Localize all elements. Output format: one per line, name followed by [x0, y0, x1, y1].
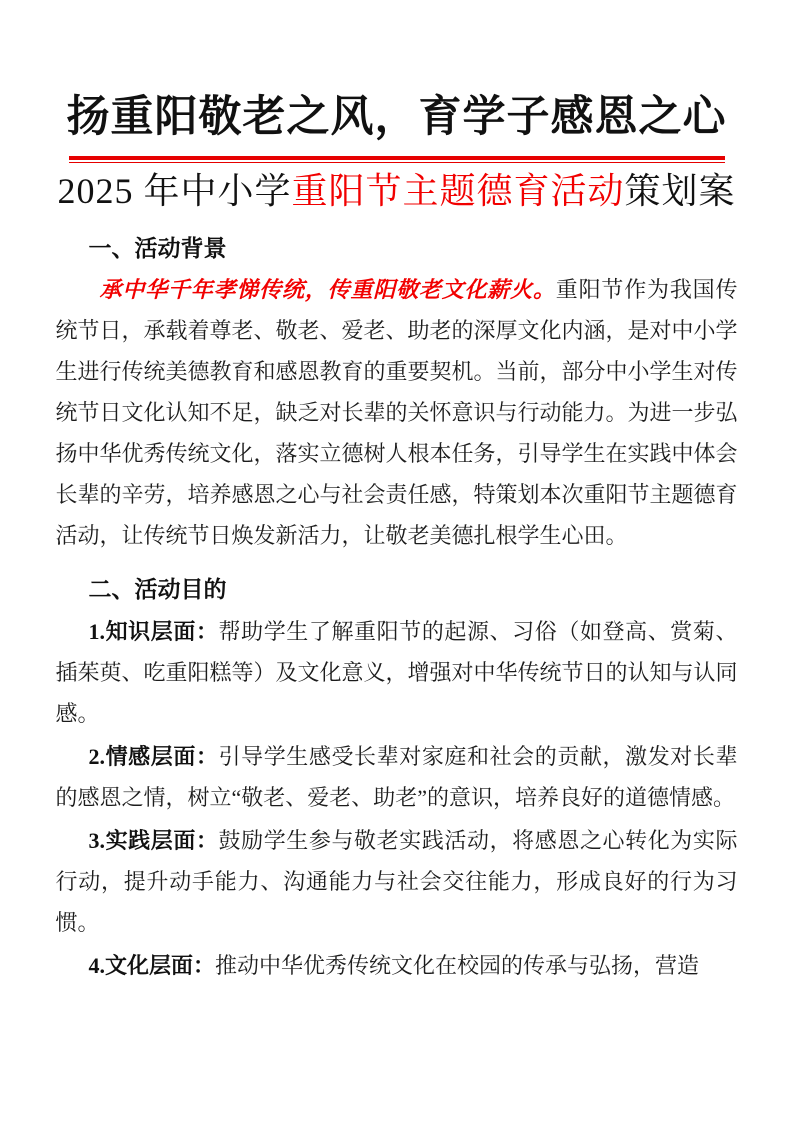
purpose-item-culture-label: 4.文化层面： [88, 953, 216, 979]
doc-title [56, 168, 738, 215]
doc-title-suffix: 策划案 [624, 170, 736, 211]
document-content [56, 0, 738, 986]
doc-title-prefix: 2025 年中小学 [57, 170, 292, 211]
purpose-item-emotion-text: 引导学生感受长辈对家庭和社会的贡献，激发对长辈的感恩之情，树立“敬老、爱老、助老”的意识，培养良好的道德情感。 [55, 744, 738, 811]
purpose-item-knowledge [56, 611, 738, 734]
background-lead-sentence: 承中华千年孝悌传统，传重阳敬老文化薪火。 [99, 277, 556, 303]
divider-thick-line [69, 156, 725, 160]
background-body-text: 重阳节作为我国传统节日，承载着尊老、敬老、爱老、助老的深厚文化内涵，是对中小学生进行传统美德教育和感恩教育的重要契机。当前，部分中小学生对传统节日文化认知不足，缺乏对长辈的关怀意识与行动能力。为进一步弘扬中华优秀传统文化，落实立德树人根本任务，引导学生在实践中体会长辈的辛劳，培养感恩之心与社会责任感，特策划本次重阳节主题德育活动，让传统节日焕发新活力，让敬老美德扎根学生心田。 [55, 277, 738, 549]
purpose-item-practice [56, 820, 738, 943]
purpose-item-emotion [56, 736, 738, 818]
purpose-item-emotion-label: 2.情感层面： [88, 744, 219, 770]
doc-title-highlight: 重阳节主题德育活动 [291, 170, 625, 211]
purpose-item-knowledge-label: 1.知识层面： [88, 619, 219, 645]
purpose-item-culture [56, 945, 738, 986]
section-heading-background: 一、活动背景 [88, 234, 227, 261]
purpose-item-knowledge-text: 帮助学生了解重阳节的起源、习俗（如登高、赏菊、插茱萸、吃重阳糕等）及文化意义，增强对中华传统节日的认知与认同感。 [55, 619, 738, 727]
section-heading-purpose: 二、活动目的 [88, 576, 227, 603]
purpose-item-practice-text: 鼓励学生参与敬老实践活动，将感恩之心转化为实际行动，提升动手能力、沟通能力与社会交往能力，形成良好的行为习惯。 [55, 828, 738, 936]
title-divider [69, 156, 725, 163]
banner-title: 扬重阳敬老之风，育学子感恩之心 [66, 92, 727, 142]
purpose-item-culture-text: 推动中华优秀传统文化在校园的传承与弘扬，营造 [215, 953, 700, 979]
divider-thin-line [69, 162, 725, 163]
background-paragraph [56, 269, 738, 556]
purpose-item-practice-label: 3.实践层面： [88, 828, 219, 854]
